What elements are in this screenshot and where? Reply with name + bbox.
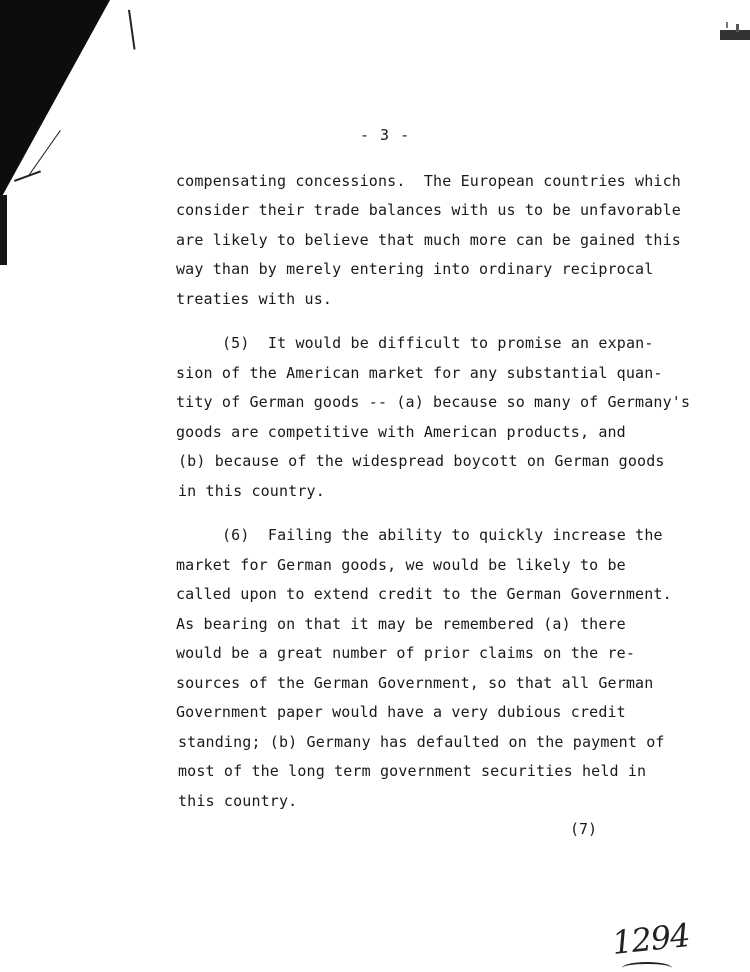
scan-shadow-corner [0,0,110,200]
text-line: (6) Failing the ability to quickly increase the [222,526,663,544]
text-line: would be a great number of prior claims on the re- [176,644,636,662]
text-line: market for German goods, we would be likely to be [176,556,626,574]
text-line: sion of the American market for any substantial quan- [176,364,663,382]
handwritten-page-number: 1294 [610,916,692,962]
text-line: this country. [178,792,298,810]
text-line: tity of German goods -- (a) because so many of Germany's [176,393,691,411]
scan-artifact-corner [716,20,750,44]
text-line: consider their trade balances with us to be unfavorable [176,201,681,219]
text-line: treaties with us. [176,290,333,308]
text-line: As bearing on that it may be remembered (a) there [176,615,626,633]
text-line: are likely to believe that much more can be gained this [176,231,681,249]
text-line: goods are competitive with American products, and [176,423,626,441]
page-number: - 3 - [360,126,411,144]
text-line: compensating concessions. The European countries which [176,172,681,190]
handwritten-mark [622,962,672,972]
text-line: Government paper would have a very dubious credit [176,703,626,721]
text-line: called upon to extend credit to the German Government. [176,585,672,603]
text-line: in this country. [178,482,325,500]
text-line: way than by merely entering into ordinary reciprocal [176,260,654,278]
text-line: standing; (b) Germany has defaulted on the payment of [178,733,665,751]
text-line: (5) It would be difficult to promise an expan- [222,334,654,352]
scan-artifact-line [128,10,136,50]
text-line: (b) because of the widespread boycott on German goods [178,452,665,470]
text-line: most of the long term government securities held in [178,762,647,780]
text-line: sources of the German Government, so that all German [176,674,654,692]
scan-shadow-strip [0,195,7,265]
next-page-marker: (7) [570,820,598,838]
